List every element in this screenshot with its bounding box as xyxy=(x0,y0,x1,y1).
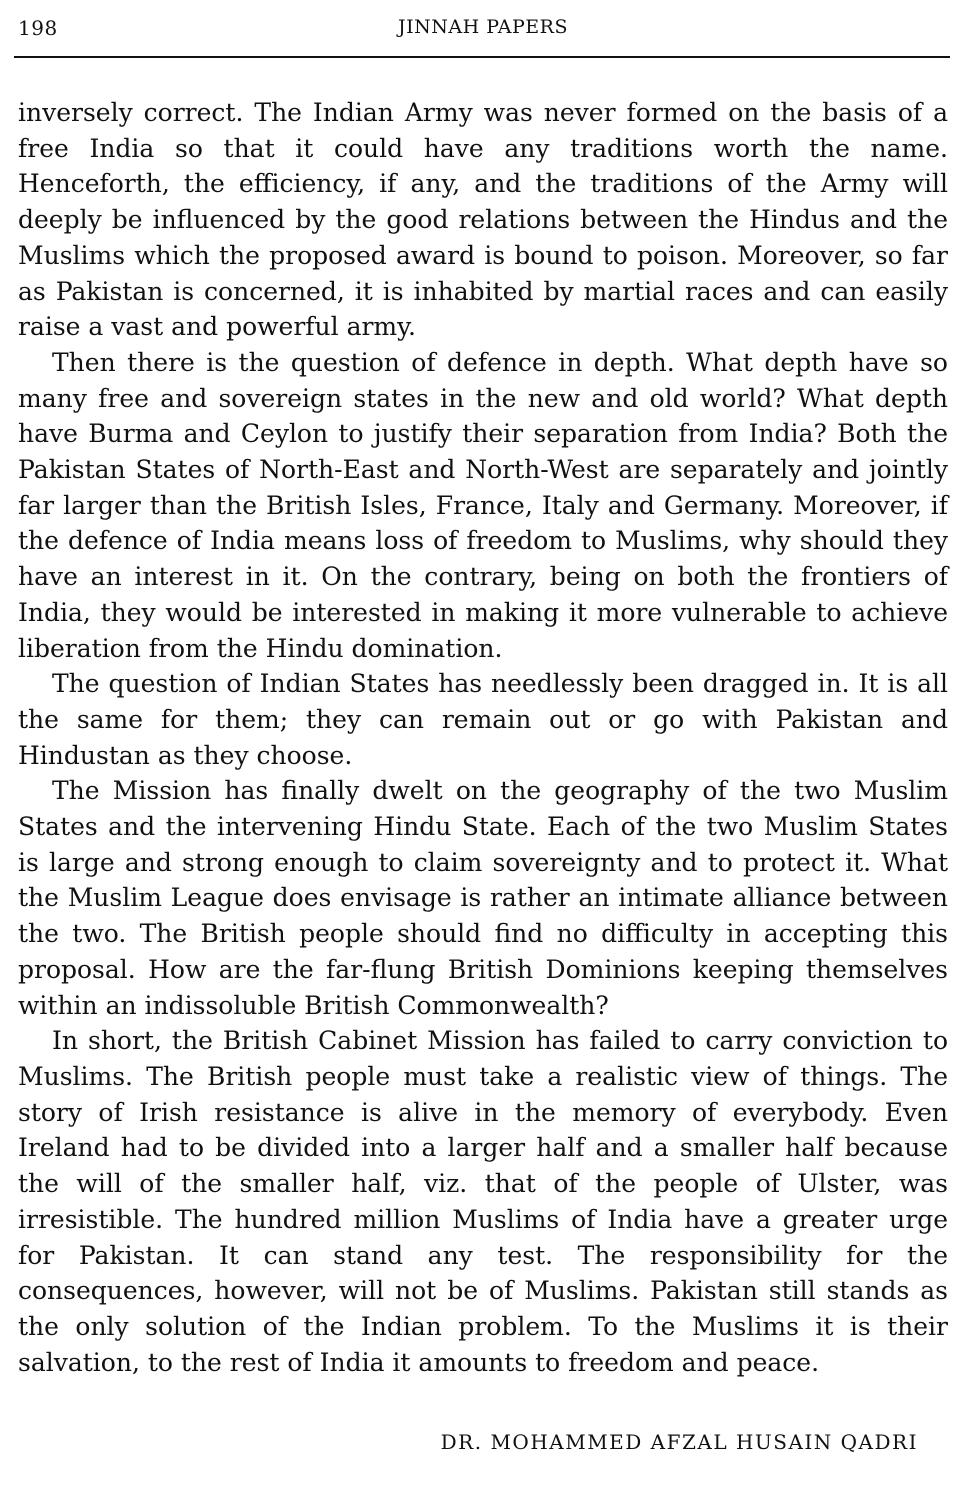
paragraph-3: The question of Indian States has needlessly been dragged in. It is all the same for them; they can remain out or go with Pakistan and Hindustan as they choose. xyxy=(18,669,948,770)
body-text xyxy=(18,95,948,1380)
paragraph-4: The Mission has finally dwelt on the geography of the two Muslim States and the intervening Hindu State. Each of the two Muslim States is large and strong enough to claim sovereignty and to protect it. What the Muslim League does envisage is rather an intimate alliance between the two. The British people should find no difficulty in accepting this proposal. How are the far-flung British Dominions keeping themselves within an indissoluble British Commonwealth? xyxy=(18,776,948,1020)
page-header xyxy=(16,12,950,44)
paragraph-1: inversely correct. The Indian Army was never formed on the basis of a free India so that it could have any traditions worth the name. Henceforth, the efficiency, if any, and the traditions of the Army will deeply be influenced by the good relations between the Hindus and the Muslims which the proposed award is bound to poison. Moreover, so far as Pakistan is concerned, it is inhabited by martial races and can easily raise a vast and powerful army. xyxy=(18,98,948,342)
running-head: JINNAH PAPERS xyxy=(398,16,568,38)
page-number: 198 xyxy=(18,16,58,40)
paragraph-2: Then there is the question of defence in depth. What depth have so many free and sovereign states in the new and old world? What depth have Burma and Ceylon to justify their separation from India? Both the Pakistan States of North-East and North-West are separately and jointly far larger than the British Isles, France, Italy and Germany. Moreover, if the defence of India means loss of freedom to Muslims, why should they have an interest in it. On the contrary, being on both the frontiers of India, they would be interested in making it more vulnerable to achieve liberation from the Hindu domination. xyxy=(18,347,948,663)
author-signature: DR. MOHAMMED AFZAL HUSAIN QADRI xyxy=(440,1430,918,1454)
paragraph-5: In short, the British Cabinet Mission has failed to carry conviction to Muslims. The British people must take a realistic view of things. The story of Irish resistance is alive in the memory of everybody. Even Ireland had to be divided into a larger half and a smaller half because the will of the smaller half, viz. that of the people of Ulster, was irresistible. The hundred million Muslims of India have a greater urge for Pakistan. It can stand any test. The responsibility for the consequences, however, will not be of Muslims. Pakistan still stands as the only solution of the Indian problem. To the Muslims it is their salvation, to the rest of India it amounts to freedom and peace. xyxy=(18,1026,948,1377)
header-rule xyxy=(14,56,950,58)
